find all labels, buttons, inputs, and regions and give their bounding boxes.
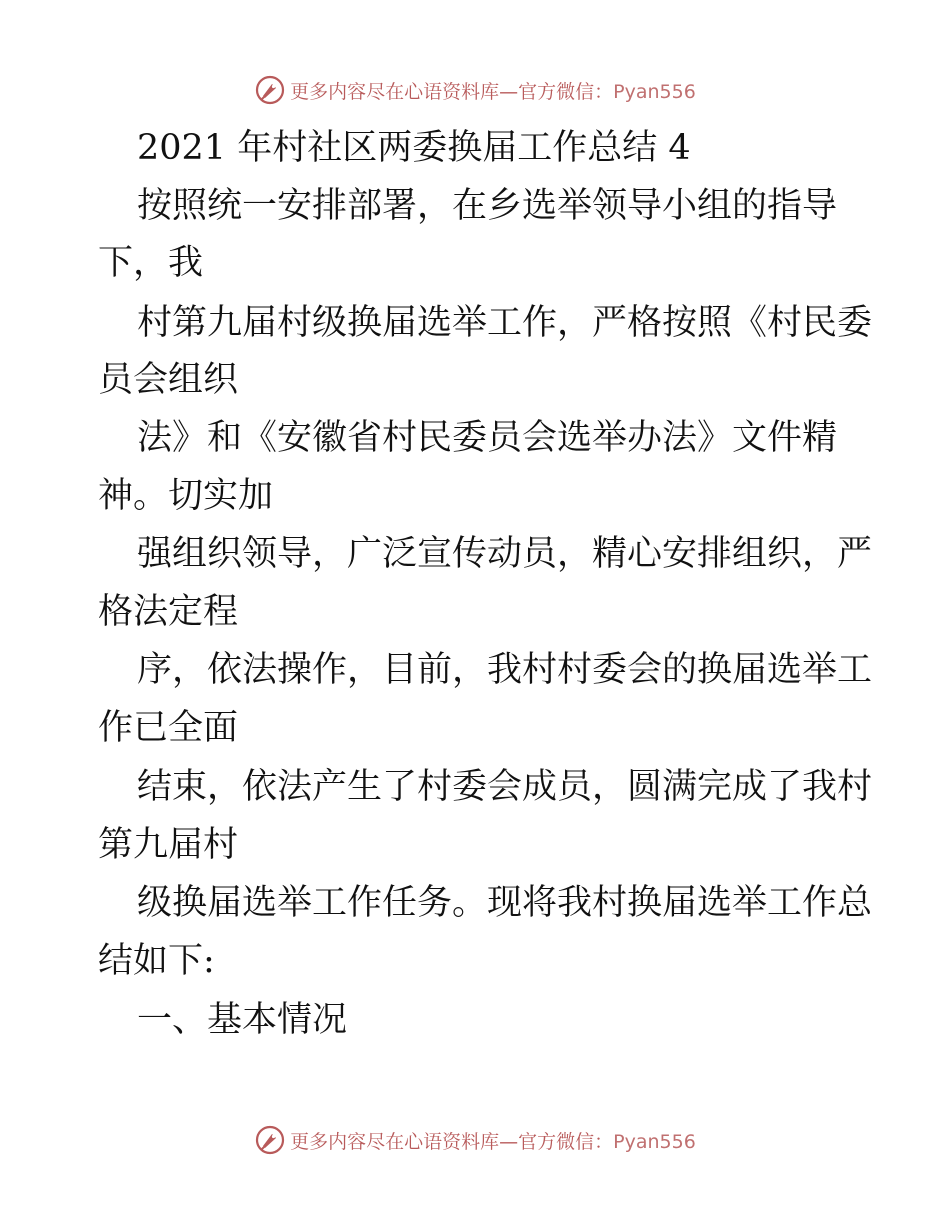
pen-nib-logo-icon [254, 1124, 286, 1156]
paragraph-line: 结束，依法产生了村委会成员，圆满完成了我村 [137, 767, 873, 807]
paragraph-line: 强组织领导，广泛宣传动员，精心安排组织，严 [137, 534, 873, 574]
watermark-wechat-id: Pyan556 [613, 1130, 696, 1153]
paragraph-line: 序，依法操作，目前，我村村委会的换届选举工 [137, 650, 873, 690]
paragraph-line: 结如下: [98, 941, 215, 981]
watermark-wechat-id: Pyan556 [613, 80, 696, 103]
paragraph-line: 级换届选举工作任务。现将我村换届选举工作总 [137, 883, 873, 923]
watermark-banner-bottom [0, 1120, 950, 1160]
pen-nib-logo-icon [254, 74, 286, 106]
paragraph-line: 第九届村 [98, 825, 239, 865]
paragraph-line: 作已全面 [98, 708, 239, 748]
document-title: 2021 年村社区两委换届工作总结 4 [137, 128, 691, 168]
watermark-banner-top [0, 70, 950, 110]
paragraph-line: 村第九届村级换届选举工作，严格按照《村民委 [137, 303, 873, 343]
paragraph-line: 神。切实加 [98, 476, 274, 516]
paragraph-line: 员会组织 [98, 360, 239, 400]
watermark-text: 更多内容尽在心语资料库—官方微信：Pyan556 [290, 1130, 696, 1153]
paragraph-line: 按照统一安排部署，在乡选举领导小组的指导 [137, 186, 838, 226]
paragraph-line: 下，我 [98, 243, 204, 283]
section-heading: 一、基本情况 [137, 1000, 348, 1040]
paragraph-line: 法》和《安徽省村民委员会选举办法》文件精 [137, 418, 838, 458]
paragraph-line: 格法定程 [98, 592, 239, 632]
watermark-text: 更多内容尽在心语资料库—官方微信：Pyan556 [290, 80, 696, 103]
